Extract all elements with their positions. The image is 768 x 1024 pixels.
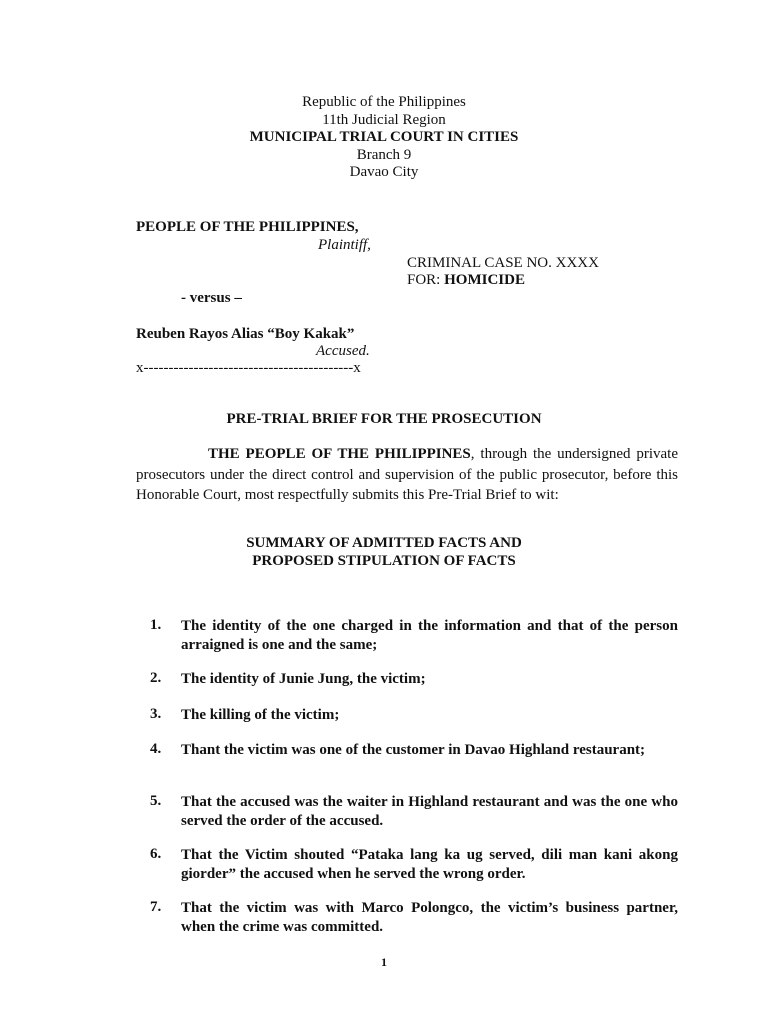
case-for-value: HOMICIDE [444,272,525,288]
intro-lead: THE PEOPLE OF THE PHILIPPINES [208,446,471,462]
page-number: 1 [381,955,387,969]
list-item-number: 5. [150,793,162,809]
versus-text: - versus – [181,290,242,306]
list-item-number: 6. [150,846,162,862]
list-item [150,741,678,760]
court-header [0,94,768,182]
list-item-text: The killing of the victim; [181,707,340,723]
case-for [407,272,525,290]
case-for-label: FOR: [407,272,441,288]
summary-line-1: SUMMARY OF ADMITTED FACTS AND [246,535,522,551]
list-item-text: That the Victim shouted “Pataka lang ka ug served, dili man kani akong giorder” the accused when he served the wrong order. [181,847,678,882]
summary-line-2: PROPOSED STIPULATION OF FACTS [252,552,516,569]
document-title: PRE-TRIAL BRIEF FOR THE PROSECUTION [226,411,542,427]
list-item [150,793,678,830]
summary-heading [0,535,768,570]
list-item-text: Thant the victim was one of the customer in Davao Highland restaurant; [181,742,646,758]
accused-role: Accused. [316,343,370,359]
list-item [150,706,678,725]
list-item [150,846,678,883]
list-item [150,899,678,936]
header-region: 11th Judicial Region [322,111,446,128]
plaintiff-role: Plaintiff, [318,237,371,253]
caption-separator: x------------------------------------------x [136,360,361,376]
list-item-number: 7. [150,899,162,915]
intro-paragraph [136,444,678,506]
list-item-number: 1. [150,617,162,633]
list-item [150,617,678,654]
list-item-text: That the victim was with Marco Polongco, the victim’s business partner, when the crime was committed. [181,900,678,935]
header-republic: Republic of the Philippines [302,94,466,110]
header-city: Davao City [349,164,419,180]
case-number: CRIMINAL CASE NO. XXXX [407,255,599,271]
list-item-number: 4. [150,741,162,757]
list-item-text: The identity of the one charged in the information and that of the person arraigned is one and the same; [181,618,678,653]
accused-name: Reuben Rayos Alias “Boy Kakak” [136,326,355,342]
header-court: MUNICIPAL TRIAL COURT IN CITIES [249,129,519,145]
list-item-text: The identity of Junie Jung, the victim; [181,671,426,687]
list-item-text: That the accused was the waiter in Highland restaurant and was the one who served the order of the accused. [181,794,678,829]
intro-rest: , through the undersigned private prosecutors under the direct control and supervision of the public prosecutor, before this Honorable Court, most respectfully submits this Pre-Trial Brief to wit: [136,446,679,503]
header-branch: Branch 9 [356,146,412,163]
list-item [150,670,678,689]
list-item-number: 2. [150,670,162,686]
plaintiff-name: PEOPLE OF THE PHILIPPINES, [136,219,359,235]
list-item-number: 3. [150,706,162,722]
